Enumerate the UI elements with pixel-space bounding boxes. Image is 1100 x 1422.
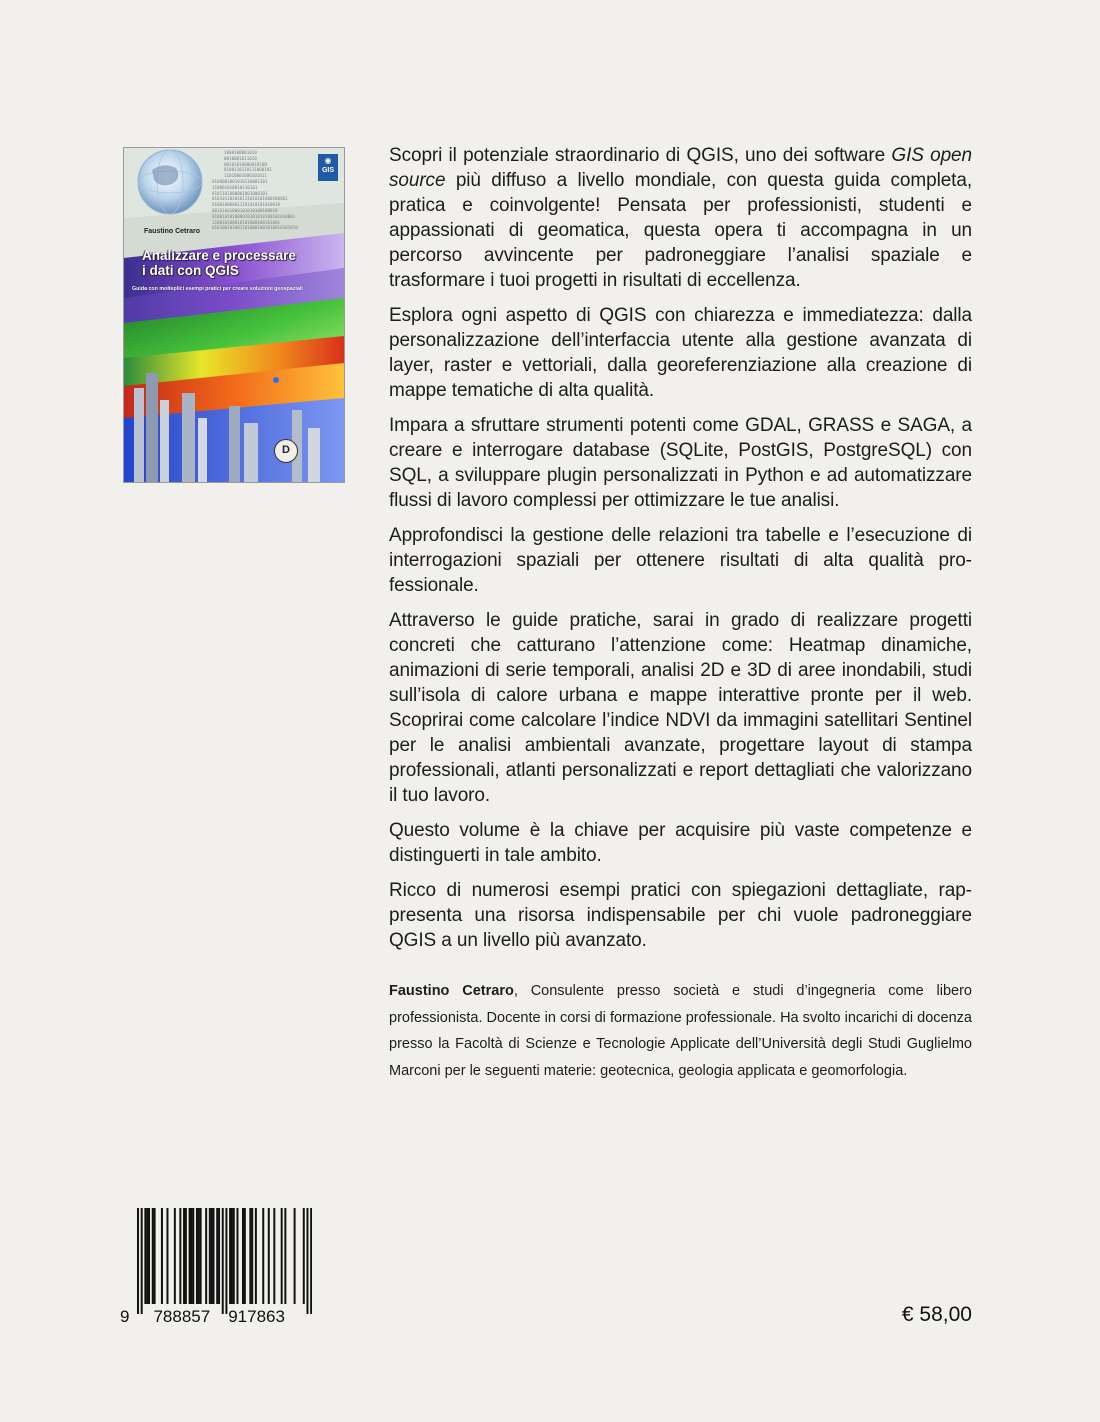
- barcode-guard-bar: [306, 1208, 308, 1314]
- barcode-bar: [192, 1208, 194, 1304]
- barcode-bar: [205, 1208, 207, 1304]
- barcode-bar: [229, 1208, 231, 1304]
- barcode-bar: [213, 1208, 215, 1304]
- barcode-bar: [148, 1208, 150, 1304]
- cover-binary-line: 0010001011010: [224, 155, 257, 161]
- barcode-bar: [200, 1208, 202, 1304]
- gis-badge: ◉ GIS: [318, 154, 338, 181]
- barcode-guard-bar: [310, 1208, 312, 1314]
- barcode-bar: [179, 1208, 181, 1304]
- barcode-bar: [244, 1208, 246, 1304]
- blurb-paragraph: Approfondisci la gestione delle relazioni tra tabelle e l’esecuzione di interrogazioni spaziali per ottenere risultati di alta qualità professionale.: [389, 525, 972, 596]
- blurb-paragraph: Attraverso le guide pratiche, sarai in grado di realizzare progetti concreti che catturano l’attenzione come: Heatmap dinamiche, animazioni di serie temporali, analisi 2D e 3D di aree inondabili, studi sull’isola di calore urbana e mappe interattive pronte per il web. Scoprirai come calcolare l’indice NDVI da immagini satellitari Sentinel per le analisi ambientali avanzate, progettare layout di stampa professionali, atlanti personalizzati e report dettagliati che valorizzano il tuo lavoro.: [389, 610, 972, 806]
- barcode-bar: [303, 1208, 305, 1304]
- barcode-bar: [209, 1208, 211, 1304]
- cover-binary-line: 1000100001010: [224, 150, 257, 155]
- author-name: Faustino Cetraro: [389, 983, 514, 999]
- barcode-bars: [137, 1208, 312, 1314]
- barcode-bar: [185, 1208, 187, 1304]
- barcode-bar: [255, 1208, 257, 1304]
- barcode-bar: [281, 1208, 283, 1304]
- barcode-bar: [236, 1208, 238, 1304]
- back-cover-description: [389, 143, 972, 963]
- barcode-bar: [154, 1208, 156, 1304]
- cover-binary-line: 00101001000101010100100010: [212, 207, 278, 213]
- barcode-guard-bar: [222, 1208, 224, 1314]
- blurb-paragraph: Ricco di numerosi esempi pratici con spiegazioni dettagliate, rappresenta una risorsa indispensabile per chi vuole padroneggiare QGIS a un livello più avanzato.: [389, 880, 972, 951]
- isbn-barcode: [120, 1208, 310, 1330]
- cover-binary-line: 110001010010110101: [212, 184, 258, 190]
- cover-binary-line: 0100110110111000101: [224, 167, 272, 173]
- barcode-bar: [251, 1208, 253, 1304]
- author-bio: [389, 978, 972, 1084]
- barcode-bar: [218, 1208, 220, 1304]
- barcode-bar: [146, 1208, 148, 1304]
- barcode-bar: [284, 1208, 286, 1304]
- cover-binary-line: 0100001001010110001101: [212, 178, 268, 184]
- cover-subtitle: Guida con molteplici esempi pratici per creare soluzioni geospaziali: [132, 286, 303, 292]
- cover-binary-line: 0101001010011010001001010010101010: [212, 225, 298, 231]
- barcode-bar: [233, 1208, 235, 1304]
- cover-binary-line: 11010001000101011: [224, 173, 267, 179]
- cover-binary-pattern: [212, 150, 322, 231]
- barcode-bar: [189, 1208, 191, 1304]
- barcode-bar: [198, 1208, 200, 1304]
- isbn-digits: [120, 1307, 310, 1327]
- cover-author: Faustino Cetraro: [144, 228, 201, 235]
- blurb-paragraph: Scopri il potenziale straordinario di QGIS, uno dei software GIS open source più diffuso a livello mondiale, con questa guida completa, pratica e coinvolgente! Pensata per professionisti, studenti e appassionati di geomatica, questa opera ti accompagna in un percorso avvincente per padroneggiare l’analisi spaziale e trasformare i tuoi progetti in risultati di eccellenza.: [389, 145, 972, 291]
- barcode-bar: [268, 1208, 270, 1304]
- barcode-bar: [144, 1208, 146, 1304]
- cover-binary-line: 110010100010101000100101001: [212, 219, 281, 225]
- isbn-right-group: 917863: [228, 1307, 285, 1326]
- author-bio-text: , Consulente presso società e studi d’ingegneria come libero professionista. Docente in corsi di formazione professionale. Ha svolto incarichi di docenza presso la Facoltà di Scienze e Tecnologie Applicate dell’Università degli Studi Guglielmo Marconi per le seguenti materie: geotecnica, geologia applicata e geomorfologia.: [389, 983, 972, 1079]
- globe-icon: ◉: [324, 156, 332, 165]
- barcode-bar: [174, 1208, 176, 1304]
- barcode-bar: [190, 1208, 192, 1304]
- barcode-guard-bar: [137, 1208, 139, 1314]
- cover-binary-line: 010010000011101010101010010: [212, 202, 281, 208]
- isbn-first-digit: 9: [120, 1307, 130, 1326]
- barcode-bar: [249, 1208, 251, 1304]
- barcode-bar: [216, 1208, 218, 1304]
- cover-title-line1: Analizzare e processare: [142, 248, 296, 263]
- barcode-guard-bar: [225, 1208, 227, 1314]
- barcode-bar: [262, 1208, 264, 1304]
- cover-binary-line: 0101101000001001000101: [212, 190, 268, 196]
- barcode-bar: [273, 1208, 275, 1304]
- isbn-left-group: 788857: [153, 1307, 211, 1326]
- barcode-bar: [183, 1208, 185, 1304]
- barcode-bar: [152, 1208, 154, 1304]
- barcode-guard-bar: [141, 1208, 143, 1314]
- barcode-bar: [211, 1208, 213, 1304]
- barcode-bar: [242, 1208, 244, 1304]
- book-cover-thumbnail: [123, 147, 345, 483]
- cover-binary-line: 010010101000010101010100101010001: [212, 213, 296, 219]
- barcode-bar: [161, 1208, 163, 1304]
- publisher-logo: D: [274, 439, 298, 463]
- blurb-paragraph: Questo volume è la chiave per acquisire più vaste competenze e distinguerti in tale ambito.: [389, 820, 972, 866]
- blurb-paragraph: Impara a sfruttare strumenti potenti come GDAL, GRASS e SAGA, a creare e interrogare database (SQLite, PostGIS, PostgreSQL) con SQL, a sviluppare plugin personalizzati in Python e ad automatizzare flussi di lavoro complessi per ottimizzare le tue analisi.: [389, 415, 972, 511]
- barcode-bar: [196, 1208, 198, 1304]
- cover-binary-line: 010101101010111010101000100001: [212, 196, 288, 202]
- price: € 58,00: [901, 1303, 972, 1326]
- cover-title-line2: i dati con QGIS: [142, 263, 239, 278]
- blurb-paragraph: Esplora ogni aspetto di QGIS con chiarezza e immediatezza: dalla personalizzazione dell’interfaccia utente alla gestione avanzata di layer, raster e vettoriali, dalla georeferenziazione alla creazione di mappe tematiche di alta qualità.: [389, 305, 972, 401]
- cover-binary-line: 00101010000010100: [224, 161, 267, 167]
- barcode-bar: [294, 1208, 296, 1304]
- barcode-bar: [231, 1208, 233, 1304]
- barcode-bar: [166, 1208, 168, 1304]
- cover-title: [142, 248, 342, 278]
